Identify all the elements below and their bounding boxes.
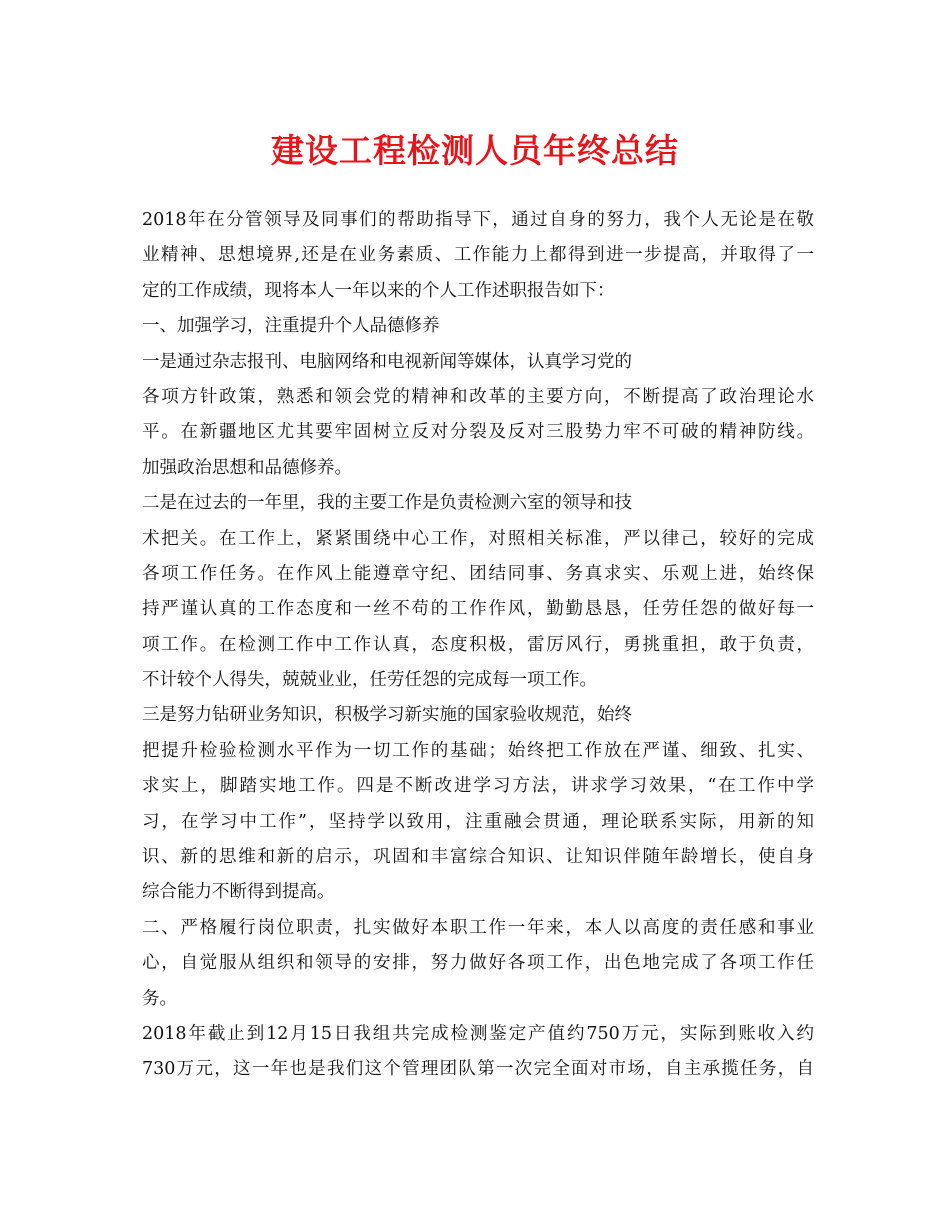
text-line: 项工作。在检测工作中工作认真，态度积极，雷厉风行，勇挑重担，敢于负责， — [142, 634, 814, 655]
text-line: 各项工作任务。在作风上能遵章守纪、团结同事、务真求实、乐观上进，始终保 — [142, 563, 814, 584]
text-line: 业精神、思想境界,还是在业务素质、工作能力上都得到进一步提高，并取得了一 — [142, 245, 814, 266]
text-line: 一是通过杂志报刊、电脑网络和电视新闻等媒体，认真学习党的 — [142, 351, 632, 372]
text-line: 心，自觉服从组织和领导的安排，努力做好各项工作，出色地完成了各项工作任 — [142, 953, 814, 974]
text-line: 把提升检验检测水平作为一切工作的基础；始终把工作放在严谨、细致、扎实、 — [142, 740, 814, 761]
text-line: 一、加强学习，注重提升个人品德修养 — [142, 316, 440, 337]
text-line: 平。在新疆地区尤其要牢固树立反对分裂及反对三股势力牢不可破的精神防线。 — [142, 422, 814, 443]
text-line: 二是在过去的一年里，我的主要工作是负责检测六室的领导和技 — [142, 493, 632, 514]
text-line: 2018年在分管领导及同事们的帮助指导下，通过自身的努力，我个人无论是在敬 — [142, 210, 814, 230]
text-line: 加强政治思想和品德修养。 — [142, 457, 352, 478]
text-line: 求实上，脚踏实地工作。四是不断改进学习方法，讲求学习效果，“在工作中学 — [142, 776, 814, 797]
text-line: 二、严格履行岗位职责，扎实做好本职工作一年来，本人以高度的责任感和事业 — [142, 917, 814, 938]
text-line: 综合能力不断得到提高。 — [142, 882, 335, 903]
text-line: 2018年截止到12月15日我组共完成检测鉴定产值约750万元，实际到账收入约 — [142, 1023, 814, 1044]
text-line: 三是努力钻研业务知识，积极学习新实施的国家验收规范，始终 — [142, 705, 632, 726]
text-line: 定的工作成绩，现将本人一年以来的个人工作述职报告如下： — [142, 280, 615, 301]
text-line: 术把关。在工作上，紧紧围绕中心工作，对照相关标准，严以律己，较好的完成 — [142, 528, 814, 549]
text-line: 务。 — [142, 988, 177, 1009]
text-line: 730万元，这一年也是我们这个管理团队第一次完全面对市场，自主承揽任务，自 — [142, 1059, 814, 1080]
text-line: 各项方针政策，熟悉和领会党的精神和改革的主要方向，不断提高了政治理论水 — [142, 386, 814, 407]
document-body — [142, 203, 814, 1088]
text-line: 不计较个人得失，兢兢业业，任劳任怨的完成每一项工作。 — [142, 670, 597, 691]
text-line: 持严谨认真的工作态度和一丝不苟的工作作风，勤勤恳恳，任劳任怨的做好每一 — [142, 599, 814, 620]
text-line: 习，在学习中工作”，坚持学以致用，注重融会贯通，理论联系实际，用新的知 — [142, 811, 814, 832]
text-line: 识、新的思维和新的启示，巩固和丰富综合知识、让知识伴随年龄增长，使自身 — [142, 847, 814, 868]
document-title: 建设工程检测人员年终总结 — [271, 131, 679, 170]
